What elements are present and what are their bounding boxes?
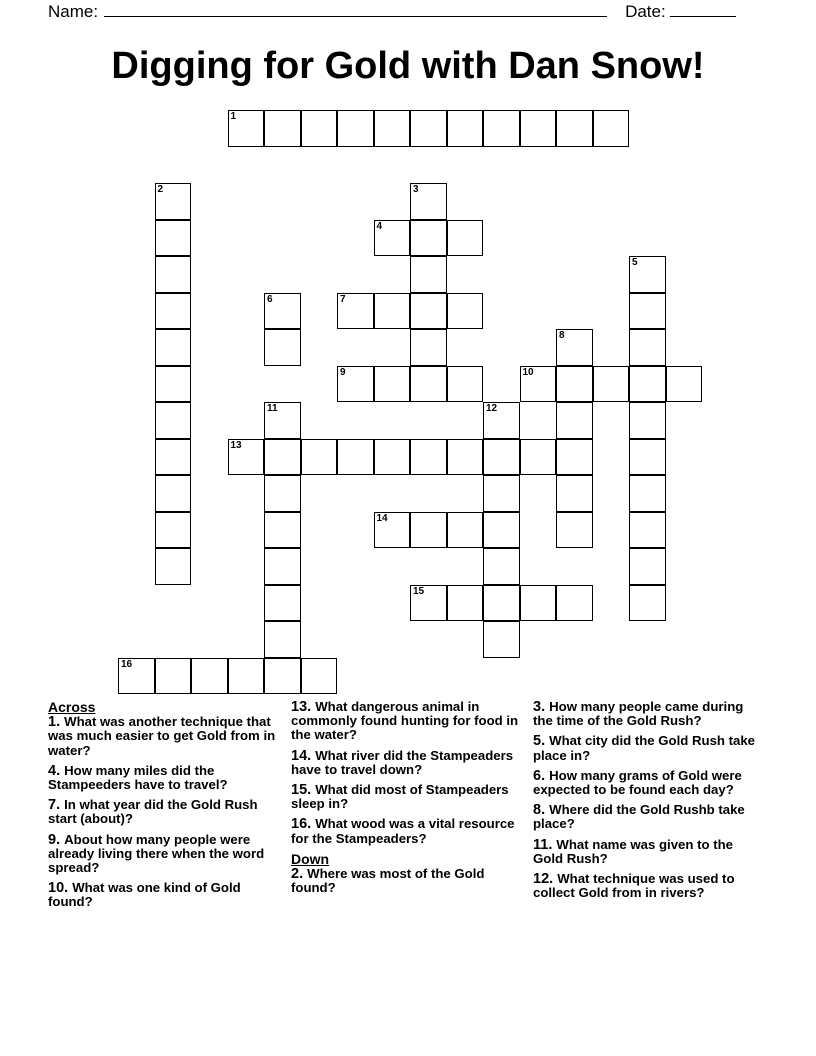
clue-item-number: 4. bbox=[48, 762, 65, 779]
crossword-cell[interactable] bbox=[337, 439, 374, 476]
clue-number: 1 bbox=[230, 111, 237, 122]
crossword-cell[interactable] bbox=[520, 439, 557, 476]
clue-item-number: 16. bbox=[291, 816, 316, 833]
crossword-cell[interactable] bbox=[447, 110, 484, 147]
crossword-cell[interactable] bbox=[556, 366, 593, 403]
clue-item bbox=[48, 833, 280, 876]
clue-item-number: 1. bbox=[48, 714, 65, 731]
crossword-cell[interactable] bbox=[374, 512, 411, 549]
clue-item-number: 11. bbox=[533, 836, 557, 853]
crossword-cell[interactable] bbox=[447, 366, 484, 403]
crossword-cell[interactable] bbox=[155, 220, 192, 257]
clue-item-number: 2. bbox=[291, 866, 308, 883]
crossword-cell[interactable] bbox=[629, 548, 666, 585]
crossword-cell[interactable] bbox=[483, 512, 520, 549]
clue-item-number: 15. bbox=[291, 782, 316, 799]
crossword-cell[interactable] bbox=[556, 475, 593, 512]
crossword-cell[interactable] bbox=[556, 439, 593, 476]
clue-number: 9 bbox=[340, 366, 346, 378]
clue-item-text: What name was given to the Gold Rush? bbox=[533, 836, 733, 866]
crossword-cell[interactable] bbox=[228, 110, 265, 147]
clue-item-text: How many grams of Gold were expected to be found each day? bbox=[533, 767, 742, 798]
crossword-cell[interactable] bbox=[483, 110, 520, 147]
crossword-cell[interactable] bbox=[410, 512, 447, 549]
clue-number: 7 bbox=[340, 293, 346, 305]
crossword-cell[interactable] bbox=[483, 475, 520, 512]
clue-item-number: 5. bbox=[533, 733, 550, 750]
crossword-cell[interactable] bbox=[556, 110, 593, 147]
crossword-cell[interactable] bbox=[374, 110, 411, 147]
crossword-cell[interactable] bbox=[629, 366, 666, 403]
clue-item-number: 14. bbox=[291, 747, 316, 764]
crossword-cell[interactable] bbox=[410, 293, 447, 330]
clue-number: 5 bbox=[632, 257, 638, 268]
crossword-cell[interactable] bbox=[447, 220, 484, 257]
crossword-cell[interactable] bbox=[447, 585, 484, 622]
clue-item-text: What did most of Stampeaders sleep in? bbox=[291, 782, 509, 812]
clue-column-2 bbox=[291, 700, 523, 901]
crossword-cell[interactable] bbox=[228, 439, 265, 476]
clue-column-3 bbox=[533, 700, 765, 906]
crossword-cell[interactable] bbox=[629, 329, 666, 366]
crossword-cell[interactable] bbox=[264, 402, 301, 439]
crossword-cell[interactable] bbox=[155, 329, 192, 366]
clue-item-number: 6. bbox=[533, 767, 550, 784]
crossword-cell[interactable] bbox=[264, 110, 301, 147]
clue-item bbox=[533, 803, 765, 831]
clue-column-1 bbox=[48, 700, 280, 916]
crossword-cell[interactable] bbox=[629, 512, 666, 549]
crossword-cell[interactable] bbox=[155, 548, 192, 585]
crossword-cell[interactable] bbox=[410, 256, 447, 293]
clue-item-text: How many people came during the time of the Gold Rush? bbox=[533, 699, 744, 729]
clue-item-text: What wood was a vital resource for the Stampeaders? bbox=[291, 816, 515, 846]
crossword-cell[interactable] bbox=[483, 585, 520, 622]
crossword-cell[interactable] bbox=[483, 439, 520, 476]
clue-item-number: 13. bbox=[291, 699, 316, 715]
crossword-cell[interactable] bbox=[264, 658, 301, 695]
clue-section-heading: Across bbox=[48, 699, 96, 715]
clue-number: 3 bbox=[413, 184, 419, 195]
crossword-cell[interactable] bbox=[155, 658, 192, 695]
clue-number: 2 bbox=[157, 184, 164, 195]
clue-number: 15 bbox=[413, 585, 425, 597]
crossword-cell[interactable] bbox=[447, 293, 484, 330]
crossword-cell[interactable] bbox=[374, 439, 411, 476]
crossword-cell[interactable] bbox=[483, 402, 520, 439]
crossword-cell[interactable] bbox=[374, 366, 411, 403]
date-label: Date: bbox=[625, 2, 666, 21]
clue-item-text: In what year did the Gold Rush start (about)? bbox=[48, 797, 258, 827]
crossword-cell[interactable] bbox=[520, 110, 557, 147]
crossword-cell[interactable] bbox=[264, 439, 301, 476]
clue-item bbox=[48, 881, 280, 909]
crossword-cell[interactable] bbox=[629, 256, 666, 293]
crossword-cell[interactable] bbox=[337, 293, 374, 330]
crossword-cell[interactable] bbox=[410, 220, 447, 257]
crossword-cell[interactable] bbox=[593, 110, 630, 147]
crossword-cell[interactable] bbox=[301, 658, 338, 695]
crossword-cell[interactable] bbox=[264, 548, 301, 585]
clue-item bbox=[48, 764, 280, 792]
crossword-cell[interactable] bbox=[374, 293, 411, 330]
clue-item-text: What was one kind of Gold found? bbox=[48, 880, 241, 910]
clue-item-number: 10. bbox=[48, 880, 73, 897]
crossword-cell[interactable] bbox=[410, 366, 447, 403]
crossword-cell[interactable] bbox=[629, 293, 666, 330]
crossword-cell[interactable] bbox=[447, 512, 484, 549]
crossword-cell[interactable] bbox=[264, 512, 301, 549]
clue-item bbox=[291, 749, 523, 777]
clue-number: 11 bbox=[267, 403, 278, 414]
crossword-cell[interactable] bbox=[264, 329, 301, 366]
crossword-cell[interactable] bbox=[629, 475, 666, 512]
name-label: Name: bbox=[48, 2, 99, 21]
crossword-cell[interactable] bbox=[301, 439, 338, 476]
clue-item bbox=[291, 783, 523, 811]
crossword-cell[interactable] bbox=[629, 439, 666, 476]
clue-item-text: What dangerous animal in commonly found hunting for food in the water? bbox=[291, 699, 519, 743]
clue-section-heading: Down bbox=[291, 850, 330, 867]
clue-number: 16 bbox=[121, 658, 133, 670]
clue-item bbox=[48, 715, 280, 758]
clue-number: 4 bbox=[376, 220, 383, 232]
clue-item-text: Where did the Gold Rushb take place? bbox=[533, 802, 745, 832]
crossword-cell[interactable] bbox=[264, 475, 301, 512]
clue-number: 12 bbox=[486, 403, 498, 414]
clue-item-number: 12. bbox=[533, 871, 558, 888]
crossword-cell[interactable] bbox=[155, 366, 192, 403]
clue-item-text: What city did the Gold Rush take place in? bbox=[533, 733, 756, 763]
crossword-cell[interactable] bbox=[556, 402, 593, 439]
crossword-cell[interactable] bbox=[556, 585, 593, 622]
clue-item bbox=[533, 700, 765, 728]
crossword-cell[interactable] bbox=[155, 475, 192, 512]
crossword-cell[interactable] bbox=[301, 110, 338, 147]
clue-number: 13 bbox=[230, 439, 242, 451]
clue-item bbox=[533, 734, 765, 762]
crossword-cell[interactable] bbox=[155, 439, 192, 476]
clue-item-text: What was another technique that was much easier to get Gold from in water? bbox=[48, 714, 276, 758]
crossword-cell[interactable] bbox=[264, 293, 301, 330]
crossword-cell[interactable] bbox=[410, 329, 447, 366]
clue-number: 8 bbox=[559, 330, 565, 341]
clue-number: 14 bbox=[376, 512, 388, 524]
clue-item-number: 9. bbox=[48, 831, 65, 848]
crossword-cell[interactable] bbox=[155, 402, 192, 439]
clue-item bbox=[533, 838, 765, 866]
crossword-cell[interactable] bbox=[155, 256, 192, 293]
crossword-cell[interactable] bbox=[410, 110, 447, 147]
crossword-cell[interactable] bbox=[118, 658, 155, 695]
page-title: Digging for Gold with Dan Snow! bbox=[111, 45, 705, 87]
crossword-cell[interactable] bbox=[629, 402, 666, 439]
clue-item-text: What river did the Stampeaders have to travel down? bbox=[291, 747, 514, 777]
clue-item-text: How many miles did the Stampeeders have to travel? bbox=[48, 762, 228, 793]
clue-number: 6 bbox=[267, 293, 273, 305]
clue-item-number: 7. bbox=[48, 797, 65, 814]
clue-item-number: 3. bbox=[533, 699, 550, 715]
clue-item-number: 8. bbox=[533, 802, 550, 819]
clue-item bbox=[291, 700, 523, 743]
crossword-cell[interactable] bbox=[410, 439, 447, 476]
crossword-cell[interactable] bbox=[337, 366, 374, 403]
crossword-cell[interactable] bbox=[410, 585, 447, 622]
crossword-cell[interactable] bbox=[264, 621, 301, 658]
crossword-cell[interactable] bbox=[337, 110, 374, 147]
crossword-cell[interactable] bbox=[593, 366, 630, 403]
clue-item bbox=[533, 872, 765, 900]
crossword-cell[interactable] bbox=[629, 585, 666, 622]
crossword-cell[interactable] bbox=[191, 658, 228, 695]
clue-item bbox=[291, 817, 523, 845]
crossword-cell[interactable] bbox=[155, 512, 192, 549]
clue-item bbox=[533, 769, 765, 797]
crossword-cell[interactable] bbox=[155, 293, 192, 330]
clue-item bbox=[291, 867, 523, 895]
crossword-cell[interactable] bbox=[520, 366, 557, 403]
clue-item bbox=[48, 798, 280, 826]
crossword-cell[interactable] bbox=[155, 183, 192, 220]
clue-item-text: Where was most of the Gold found? bbox=[291, 866, 485, 896]
crossword-cell[interactable] bbox=[374, 220, 411, 257]
crossword-cell[interactable] bbox=[410, 183, 447, 220]
crossword-cell[interactable] bbox=[556, 329, 593, 366]
crossword-cell[interactable] bbox=[483, 548, 520, 585]
crossword-cell[interactable] bbox=[483, 621, 520, 658]
crossword-cell[interactable] bbox=[228, 658, 265, 695]
clue-item-text: About how many people were already living there when the word spread? bbox=[48, 831, 265, 876]
crossword-cell[interactable] bbox=[520, 585, 557, 622]
crossword-cell[interactable] bbox=[666, 366, 703, 403]
clue-number: 10 bbox=[522, 366, 534, 378]
crossword-cell[interactable] bbox=[447, 439, 484, 476]
crossword-cell[interactable] bbox=[264, 585, 301, 622]
clue-item-text: What technique was used to collect Gold from in rivers? bbox=[533, 871, 735, 901]
crossword-cell[interactable] bbox=[556, 512, 593, 549]
